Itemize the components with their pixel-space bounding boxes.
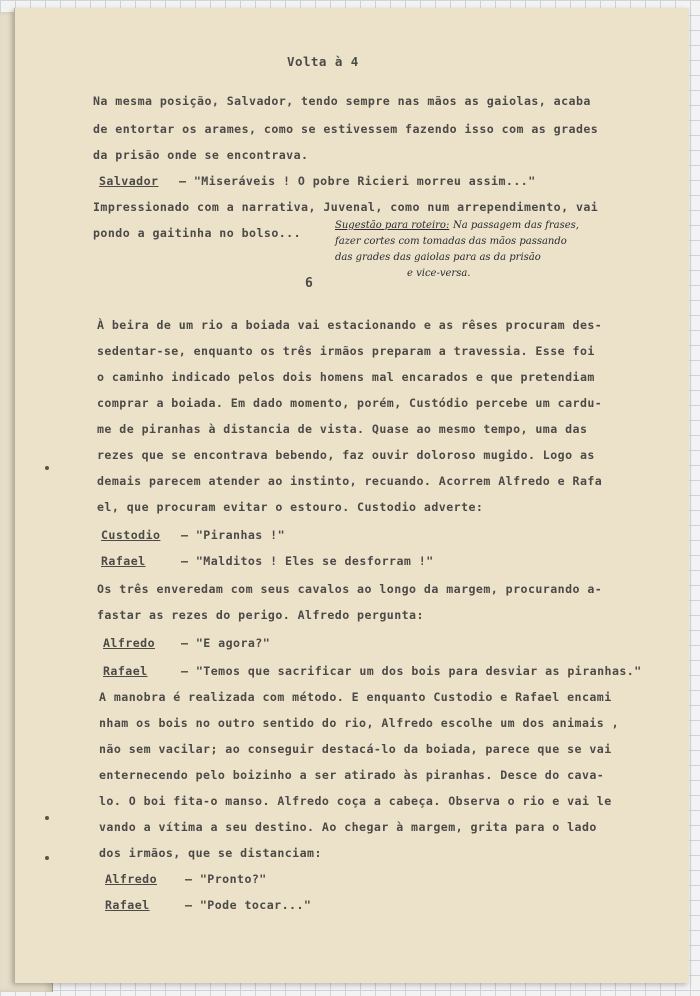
text-line: me de piranhas à distancia de vista. Quase ao mesmo tempo, uma das xyxy=(97,422,588,436)
note-label: Sugestão para roteiro: xyxy=(335,220,450,231)
note-line: fazer cortes com tomadas das mãos passando xyxy=(335,236,567,247)
speaker-name: Custodio xyxy=(101,528,161,542)
scene-number: 6 xyxy=(305,276,314,291)
script-page xyxy=(14,8,689,983)
text-line: fastar as rezes do perigo. Alfredo pergunta: xyxy=(97,608,424,622)
speaker-name: Alfredo xyxy=(103,636,156,650)
text-line: demais parecem atender ao instinto, recuando. Acorrem Alfredo e Rafa xyxy=(97,474,603,488)
text-line: enternecendo pelo boizinho a ser atirado às piranhas. Desce do cava- xyxy=(99,768,605,782)
speaker-name: Alfredo xyxy=(105,872,158,886)
text-line: lo. O boi fita-o manso. Alfredo coça a cabeça. Observa o rio e vai le xyxy=(99,794,612,808)
speaker-name: Salvador xyxy=(99,174,159,188)
dialogue-line: – "Pode tocar..." xyxy=(185,898,312,912)
binder-hole xyxy=(45,856,49,860)
text-line: vando a vítima a seu destino. Ao chegar à margem, grita para o lado xyxy=(99,820,597,834)
note-line: das grades das gaiolas para as da prisão xyxy=(335,252,541,263)
dialogue-line: – "Temos que sacrificar um dos bois para desviar as piranhas." xyxy=(181,664,642,678)
text-line: el, que procuram evitar o estouro. Custodio adverte: xyxy=(97,500,484,514)
note-line: Na passagem das frases, xyxy=(453,220,579,231)
page-header: Volta à 4 xyxy=(287,54,359,69)
dialogue-line: – "Miseráveis ! O pobre Ricieri morreu assim..." xyxy=(179,174,536,188)
binder-hole xyxy=(45,816,49,820)
dialogue-line: – "Pronto?" xyxy=(185,872,267,886)
text-line: Os três enveredam com seus cavalos ao longo da margem, procurando a- xyxy=(97,582,603,596)
text-line: o caminho indicado pelos dois homens mal encarados e que pretendiam xyxy=(97,370,595,384)
speaker-name: Rafael xyxy=(103,664,148,678)
text-line: sedentar-se, enquanto os três irmãos preparam a travessia. Esse foi xyxy=(97,344,595,358)
binder-hole xyxy=(45,466,49,470)
dialogue-line: – "E agora?" xyxy=(181,636,271,650)
note-line: e vice-versa. xyxy=(407,268,471,279)
text-line: rezes que se encontrava bebendo, faz ouvir doloroso mugido. Logo as xyxy=(97,448,595,462)
text-line: A manobra é realizada com método. E enquanto Custodio e Rafael encami xyxy=(99,690,612,704)
text-line: nham os bois no outro sentido do rio, Alfredo escolhe um dos animais , xyxy=(99,716,620,730)
text-line: comprar a boiada. Em dado momento, porém, Custódio percebe um cardu- xyxy=(97,396,603,410)
text-line: de entortar os arames, como se estivessem fazendo isso com as grades xyxy=(93,122,599,136)
dialogue-line: – "Malditos ! Eles se desforram !" xyxy=(181,554,434,568)
speaker-name: Rafael xyxy=(105,898,150,912)
text-line: dos irmãos, que se distanciam: xyxy=(99,846,322,860)
dialogue-line: – "Piranhas !" xyxy=(181,528,286,542)
text-line: Na mesma posição, Salvador, tendo sempre nas mãos as gaiolas, acaba xyxy=(93,94,591,108)
text-line: não sem vacilar; ao conseguir destacá-lo da boiada, parece que se vai xyxy=(99,742,612,756)
text-line: pondo a gaitinha no bolso... xyxy=(93,226,302,240)
text-line: da prisão onde se encontrava. xyxy=(93,148,309,162)
text-line: Impressionado com a narrativa, Juvenal, como num arrependimento, vai xyxy=(93,200,599,214)
speaker-name: Rafael xyxy=(101,554,146,568)
text-line: À beira de um rio a boiada vai estacionando e as rêses procuram des- xyxy=(97,318,603,332)
